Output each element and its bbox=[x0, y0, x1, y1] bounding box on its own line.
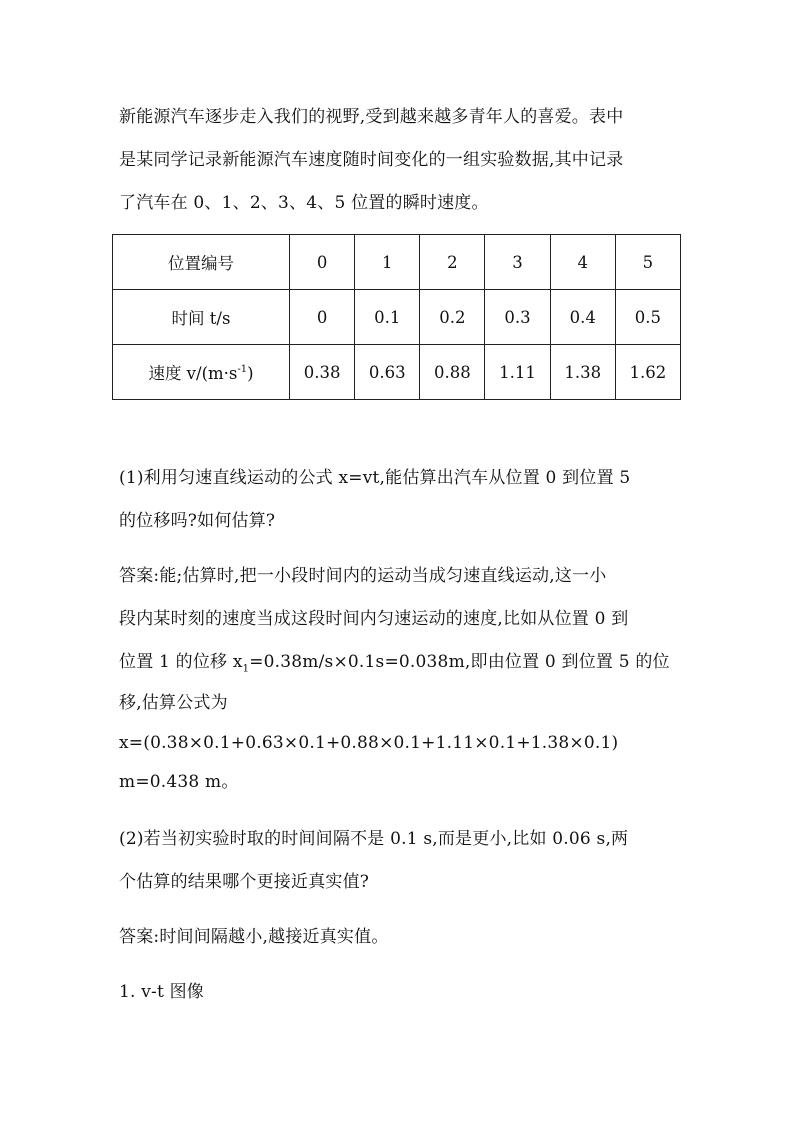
answer-1-result: m=0.438 m。 bbox=[119, 772, 239, 792]
answer-1-formula: x=(0.38×0.1+0.63×0.1+0.88×0.1+1.11×0.1+1.38×0.1) bbox=[119, 733, 619, 753]
row-header-time: 时间 t/s bbox=[113, 290, 290, 345]
question-1-line-1: (1)利用匀速直线运动的公式 x=vt,能估算出汽车从位置 0 到位置 5 bbox=[119, 468, 631, 488]
table-cell: 1.11 bbox=[485, 345, 550, 400]
table-cell: 0 bbox=[290, 290, 355, 345]
answer-2-line-1: 答案:时间间隔越小,越接近真实值。 bbox=[119, 927, 389, 947]
answer-1-line-3-pre: 位置 1 的位移 x bbox=[119, 652, 243, 672]
answer-1-line-1: 答案:能;估算时,把一小段时间内的运动当成匀速直线运动,这一小 bbox=[119, 566, 607, 586]
row-header-position: 位置编号 bbox=[113, 235, 290, 290]
answer-1-line-2: 段内某时刻的速度当成这段时间内匀速运动的速度,比如从位置 0 到 bbox=[119, 609, 629, 629]
table-cell: 0.2 bbox=[420, 290, 485, 345]
table-cell: 0.88 bbox=[420, 345, 485, 400]
table-cell: 1 bbox=[355, 235, 420, 290]
table-cell: 0 bbox=[290, 235, 355, 290]
question-2-line-1: (2)若当初实验时取的时间间隔不是 0.1 s,而是更小,比如 0.06 s,两 bbox=[119, 829, 629, 849]
answer-1-line-3-post: =0.38m/s×0.1s=0.038m,即由位置 0 到位置 5 的位 bbox=[249, 652, 670, 672]
table-cell: 5 bbox=[615, 235, 680, 290]
speed-header-text: 速度 v/(m·s bbox=[148, 364, 238, 383]
table-cell: 0.3 bbox=[485, 290, 550, 345]
table-row bbox=[113, 235, 681, 290]
answer-1-line-4: 移,估算公式为 bbox=[119, 693, 228, 713]
intro-line-2: 是某同学记录新能源汽车速度随时间变化的一组实验数据,其中记录 bbox=[119, 150, 624, 170]
question-2-line-2: 个估算的结果哪个更接近真实值? bbox=[119, 872, 370, 892]
section-heading: 1. v-t 图像 bbox=[119, 982, 205, 1002]
answer-1-line-3 bbox=[119, 652, 670, 679]
question-1-line-2: 的位移吗?如何估算? bbox=[119, 511, 276, 531]
speed-unit-exponent: -1 bbox=[237, 363, 248, 375]
table-cell: 0.63 bbox=[355, 345, 420, 400]
intro-line-1: 新能源汽车逐步走入我们的视野,受到越来越多青年人的喜爱。表中 bbox=[119, 107, 624, 127]
table-cell: 0.4 bbox=[550, 290, 615, 345]
table-cell: 0.38 bbox=[290, 345, 355, 400]
table-cell: 0.1 bbox=[355, 290, 420, 345]
table-cell: 4 bbox=[550, 235, 615, 290]
table-row bbox=[113, 345, 681, 400]
table-cell: 1.38 bbox=[550, 345, 615, 400]
table-cell: 0.5 bbox=[615, 290, 680, 345]
speed-data-table bbox=[112, 234, 681, 400]
table-cell: 3 bbox=[485, 235, 550, 290]
row-header-speed bbox=[113, 345, 290, 400]
speed-header-tail: ) bbox=[247, 364, 254, 383]
subscript: 1 bbox=[242, 663, 250, 675]
table-row bbox=[113, 290, 681, 345]
intro-line-3: 了汽车在 0、1、2、3、4、5 位置的瞬时速度。 bbox=[119, 193, 489, 213]
table-cell: 2 bbox=[420, 235, 485, 290]
table-cell: 1.62 bbox=[615, 345, 680, 400]
